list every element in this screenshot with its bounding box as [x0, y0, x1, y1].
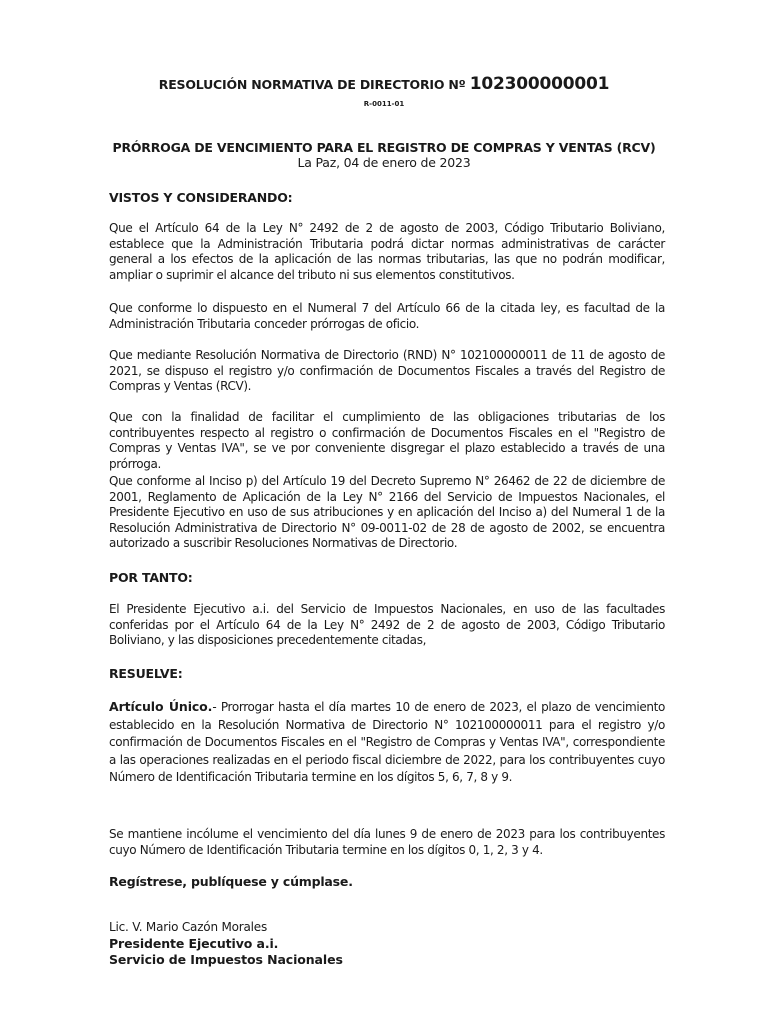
resolution-dateline: La Paz, 04 de enero de 2023 — [297, 155, 471, 170]
signatory-name: Lic. V. Mario Cazón Morales — [109, 920, 268, 934]
resolution-number: 102300000001 — [469, 74, 610, 94]
signatory-organization: Servicio de Impuestos Nacionales — [109, 952, 343, 967]
signatory-title: Presidente Ejecutivo a.i. — [109, 936, 279, 951]
article-label: Artículo Único. — [109, 699, 213, 714]
section-heading-por-tanto: POR TANTO: — [109, 570, 193, 585]
paragraph-considerando-1: Que el Artículo 64 de la Ley N° 2492 de 2 de agosto de 2003, Código Tributario Boliviano, establece que la Administración Tributaria podrá dictar normas administrativas de carácter general a los efectos de la aplicación de las normas tributarias, las que no podrán modificar, ampliar o suprimir el alcance del tributo ni sus elementos constitutivos. — [109, 221, 665, 282]
paragraph-por-tanto: El Presidente Ejecutivo a.i. del Servicio de Impuestos Nacionales, en uso de las facultades conferidas por el Artículo 64 de la Ley N° 2492 de 2 de agosto de 2003, Código Tributario Boliviano, y las disposiciones precedentemente citadas, — [109, 602, 665, 647]
section-heading-resuelve: RESUELVE: — [109, 666, 183, 681]
paragraph-considerando-2: Que conforme lo dispuesto en el Numeral 7 del Artículo 66 de la citada ley, es facultad de la Administración Tributaria conceder prórrogas de oficio. — [109, 301, 665, 331]
resolution-title — [0, 74, 768, 94]
paragraph-considerando-4: Que con la finalidad de facilitar el cumplimiento de las obligaciones tributarias de los contribuyentes respecto al registro o confirmación de Documentos Fiscales en el "Registro de Compras y Ventas IVA", se ve por conveniente disgregar el plazo establecido a través de una prórroga. — [109, 410, 665, 471]
closing-statement: Regístrese, publíquese y cúmplase. — [109, 874, 353, 889]
paragraph-considerando-5: Que conforme al Inciso p) del Artículo 19 del Decreto Supremo N° 26462 de 22 de diciembre de 2001, Reglamento de Aplicación de la Ley N° 2166 del Servicio de Impuestos Nacionales, el Presidente Ejecutivo en uso de sus atribuciones y en aplicación del Inciso a) del Numeral 1 de la Resolución Administrativa de Directorio N° 09-0011-02 de 28 de agosto de 2002, se encuentra autorizado a suscribir Resoluciones Normativas de Directorio. — [109, 474, 665, 550]
article-text: - Prorrogar hasta el día martes 10 de enero de 2023, el plazo de vencimiento establecido en la Resolución Normativa de Directorio N° 102100000011 para el registro y/o confirmación de Documentos Fiscales en el "Registro de Compras y Ventas IVA", correspondiente a las operaciones realizadas en el periodo fiscal diciembre de 2022, para los contribuyentes cuyo Número de Identificación Tributaria termine en los dígitos 5, 6, 7, 8 y 9. — [109, 700, 665, 784]
article-unico — [109, 698, 665, 787]
resolution-subject: PRÓRROGA DE VENCIMIENTO PARA EL REGISTRO DE COMPRAS Y VENTAS (RCV) — [112, 140, 656, 155]
resolution-title-prefix: RESOLUCIÓN NORMATIVA DE DIRECTORIO Nº — [158, 77, 466, 92]
section-heading-vistos: VISTOS Y CONSIDERANDO: — [109, 190, 293, 205]
paragraph-incolume: Se mantiene incólume el vencimiento del día lunes 9 de enero de 2023 para los contribuyentes cuyo Número de Identificación Tributaria termine en los dígitos 0, 1, 2, 3 y 4. — [109, 827, 665, 857]
resolution-code: R-0011-01 — [363, 100, 405, 108]
paragraph-considerando-3: Que mediante Resolución Normativa de Directorio (RND) N° 102100000011 de 11 de agosto de 2021, se dispuso el registro y/o confirmación de Documentos Fiscales a través del Registro de Compras y Ventas (RCV). — [109, 348, 665, 393]
